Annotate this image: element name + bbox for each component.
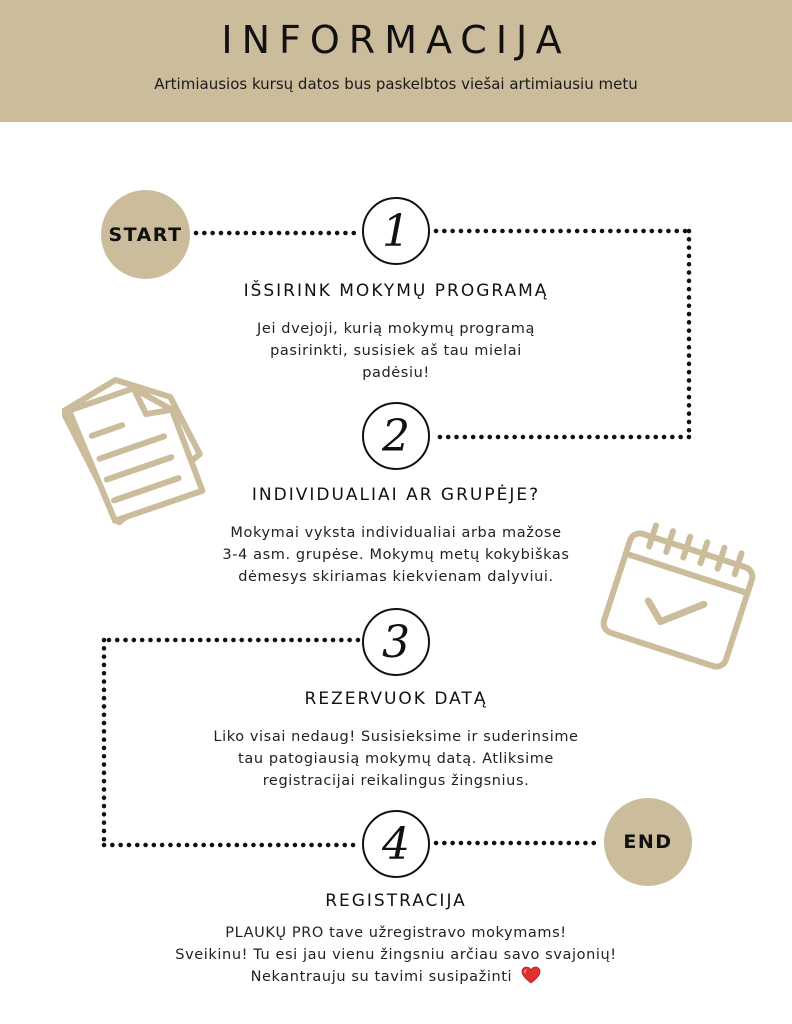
step-2-title: INDIVIDUALIAI AR GRUPĖJE? <box>251 485 541 505</box>
heart-icon <box>521 966 541 991</box>
step-2-line-3: dėmesys skiriamas kiekvienam dalyviui. <box>238 569 554 585</box>
step-2-line-2: 3-4 asm. grupėse. Mokymų metų kokybiškas <box>222 547 570 563</box>
step-3-line-3: registracijai reikalingus žingsnius. <box>262 773 530 789</box>
step-1-number: 1 <box>362 197 430 265</box>
document-icon <box>62 368 207 528</box>
page-subtitle: Artimiausios kursų datos bus paskelbtos viešai artimiausiu metu <box>154 75 638 93</box>
step-3-title: REZERVUOK DATĄ <box>304 689 488 709</box>
step-1-description <box>146 318 646 384</box>
step-1-line-2: pasirinkti, susisiek aš tau mielai <box>270 343 522 359</box>
step-4-number: 4 <box>362 810 430 878</box>
step-1-line-1: Jei dvejoji, kurią mokymų programą <box>257 321 535 337</box>
step-1-title: IŠSIRINK MOKYMŲ PROGRAMĄ <box>243 281 549 301</box>
step-4-description <box>96 922 696 991</box>
end-label: END <box>623 831 673 853</box>
step-1-line-3: padėsiu! <box>362 365 430 381</box>
step-4-title: REGISTRACIJA <box>325 891 467 911</box>
step-3-line-1: Liko visai nedaug! Susisieksime ir suderinsime <box>213 729 579 745</box>
calendar-check-icon <box>592 520 764 680</box>
step-2-description <box>146 522 646 588</box>
step-3-description <box>146 726 646 792</box>
step-4-line-3-text: Nekantrauju su tavimi susipažinti <box>250 969 513 985</box>
end-badge <box>604 798 692 886</box>
step-4-line-3 <box>96 966 696 991</box>
step-4-line-2: Sveikinu! Tu esi jau vienu žingsniu arčiau savo svajonių! <box>175 947 617 963</box>
page-title: INFORMACIJA <box>221 18 571 62</box>
start-label: START <box>108 223 183 246</box>
step-2-line-1: Mokymai vyksta individualiai arba mažose <box>230 525 562 541</box>
step-3-number: 3 <box>362 608 430 676</box>
step-3-line-2: tau patogiausią mokymų datą. Atliksime <box>238 751 554 767</box>
step-2-number: 2 <box>362 402 430 470</box>
start-badge <box>101 190 190 279</box>
step-4-line-1: PLAUKŲ PRO tave užregistravo mokymams! <box>225 925 567 941</box>
